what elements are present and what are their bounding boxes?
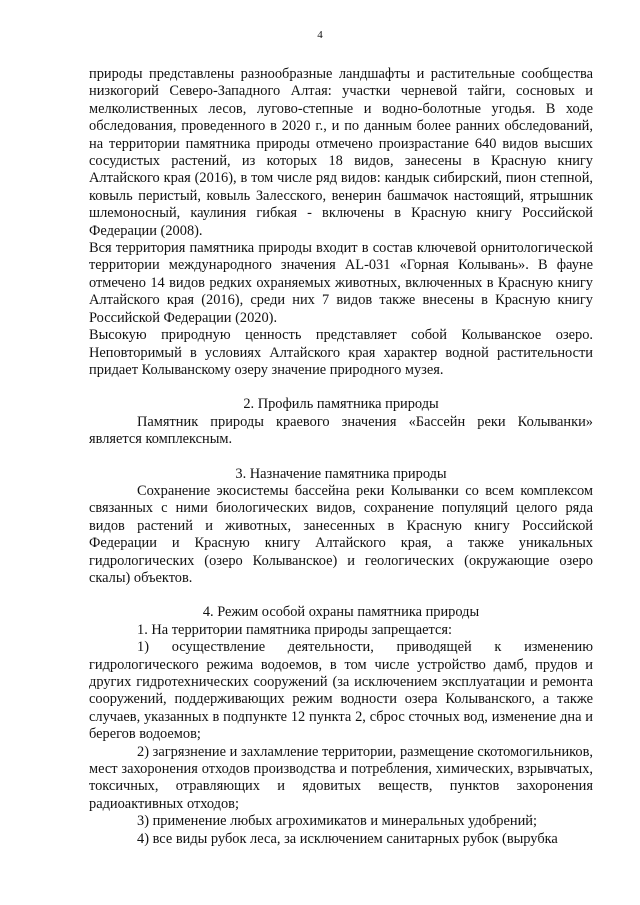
paragraph: Вся территория памятника природы входит в состав ключевой орнитологической территории международного значения AL-031 «Горная Колывань». В фауне отмечено 14 видов редких охраняемых животных, включенных в Красную книгу Алтайского края (2016), среди них 7 видов также внесены в Красную книгу Российской Федерации (2020). <box>89 240 593 326</box>
section-heading: 2. Профиль памятника природы <box>243 396 439 413</box>
paragraph: Сохранение экосистемы бассейна реки Колыванки со всем комплексом связанных с ними биологических видов, сохранение популяций целого ряда видов растений и животных, занесенных в Красную книгу Российской Федерации и Красную книгу Алтайского края, а также уникальных гидрологических (озеро Колыванское) и геологических (окружающие озеро скалы) объектов. <box>89 482 593 586</box>
section-heading: 3. Назначение памятника природы <box>235 465 447 482</box>
paragraph: 3) применение любых агрохимикатов и минеральных удобрений; <box>137 813 537 830</box>
section-gap <box>89 449 593 466</box>
paragraph: 1. На территории памятника природы запрещается: <box>137 621 452 638</box>
section-heading: 4. Режим особой охраны памятника природы <box>202 604 480 621</box>
page-number: 4 <box>317 29 323 41</box>
paragraph: Памятник природы краевого значения «Бассейн реки Колыванки» является комплексным. <box>89 413 593 448</box>
paragraph: Высокую природную ценность представляет собой Колыванское озеро. Неповторимый в условиях Алтайского края характер водной растительности придает Колыванскому озеру значение природного музея. <box>89 327 593 378</box>
section-gap <box>89 587 593 604</box>
paragraph: природы представлены разнообразные ландшафты и растительные сообщества низкогорий Северо-Западного Алтая: участки черневой тайги, сосновых и мелколиственных лесов, лугово-степные и водно-болотные угодья. В ходе обследования, проведенного в 2020 г., и по данным более ранних обследований, на территории памятника природы отмечено произрастание 640 видов высших сосудистых растений, из которых 18 видов, занесены в Красную книгу Алтайского края (2016), в том числе ряд видов: кандык сибирский, пион степной, ковыль перистый, ковыль Залесского, венерин башмачок настоящий, ятрышник шлемоносный, каулиния гибкая - включены в Красную книгу Российской Федерации (2008). <box>89 66 593 239</box>
paragraph: 4) все виды рубок леса, за исключением санитарных рубок (вырубка <box>137 830 558 847</box>
section-gap <box>89 379 593 396</box>
paragraph: 2) загрязнение и захламление территории, размещение скотомогильников, мест захоронения отходов производства и потребления, химических, взрывчатых, токсичных, отравляющих и ядовитых веществ, пунктов захоронения радиоактивных отходов; <box>89 743 593 812</box>
paragraph: 1) осуществление деятельности, приводящей к изменению гидрологического режима водоемов, в том числе устройство дамб, прудов и других гидротехнических сооружений (за исключением эксплуатации и ремонта сооружений, поддерживающих режим водности озера Колыванского, а также случаев, указанных в подпункте 12 пункта 2, сброс сточных вод, изменение дна и берегов водоемов; <box>89 639 593 743</box>
document-body <box>89 66 593 848</box>
